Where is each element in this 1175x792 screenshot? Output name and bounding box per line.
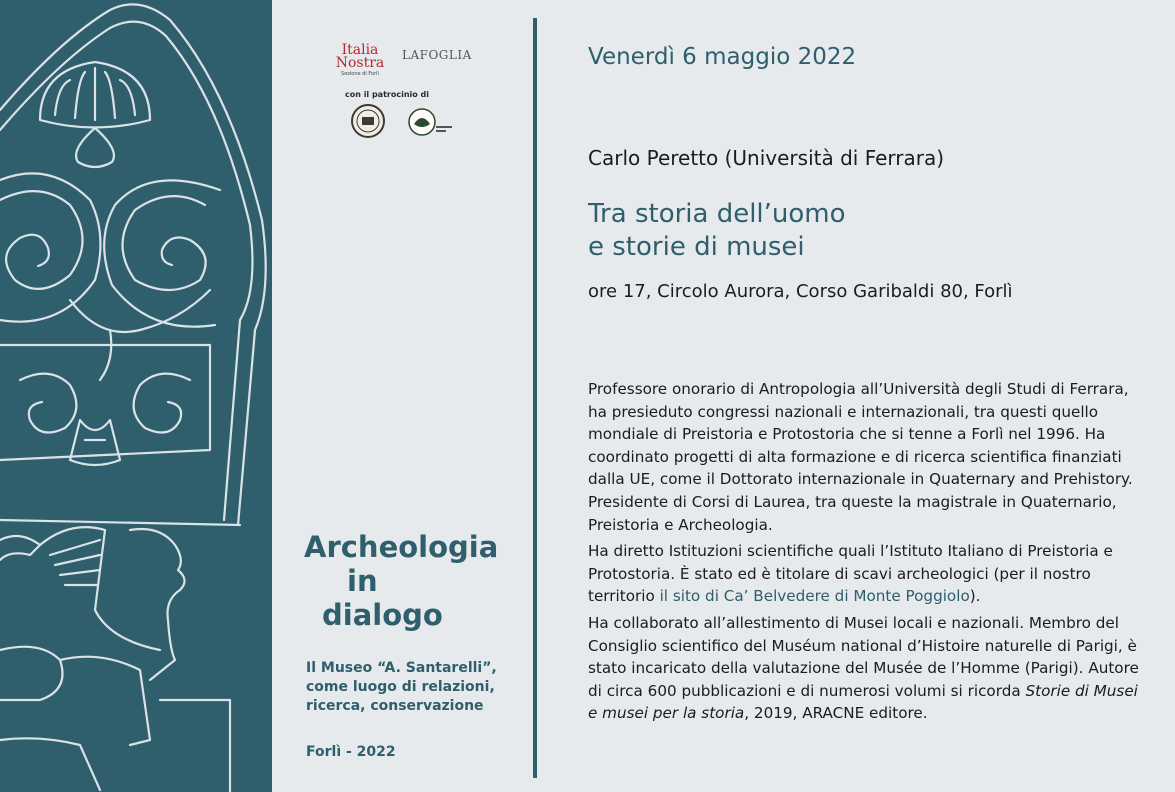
logo-area [272,40,534,150]
italia-nostra-line2: Nostra [335,55,385,71]
series-subtitle: Il Museo “A. Santarelli”, come luogo di relazioni, ricerca, conservazione [306,660,497,714]
italia-nostra-sub: Sezione di Forlì [341,71,379,77]
event-details [588,0,1158,792]
bio-paragraph-1: Professore onorario di Antropologia all’Università degli Studi di Ferrara, ha presieduto congressi nazionali e internazionali, tra questi quello mondiale di Preistoria e Protostoria che si tenne a Forlì nel 1996. Ha coordinato progetti di alta formazione e di ricerca scientifica finanziati dalla UE, come il Dottorato internazionale in Quaternary and Prehistory. Presidente di Corsi di Laurea, tra queste la magistrale in Quaternario, Preistoria e Archeologia. [588,380,1133,534]
event-venue: ore 17, Circolo Aurora, Corso Garibaldi 80, Forlì [588,281,1013,302]
patrocinio-label: con il patrocinio di [344,90,430,99]
italia-nostra-line1: Italia [341,42,379,58]
bio-p3-before: Ha collaborato all’allestimento di Musei locali e nazionali. Membro del Consiglio scientifico del Muséum national d’Histoire naturelle di Parigi, è stato incaricato della valutazione del Musée de l’Homme (Parigi). Autore di circa 600 pubblicazioni e di numerosi volumi si ricorda [588,613,1139,700]
bio-p3-after: , 2019, ARACNE editore. [744,704,928,723]
stele-line-drawing [0,0,272,792]
speaker-bio [588,378,1148,729]
bio-paragraph-3 [588,612,1148,725]
series-title-line1: Archeologia [304,530,499,564]
bio-p2-before: Ha diretto Istituzioni scientifiche quali l’Istituto Italiano di Preistoria e Protostoria. È stato ed è titolare di scavi archeologici (per il nostro territorio [588,542,1113,606]
talk-title-line2: e storie di musei [588,232,805,262]
series-title-line3: dialogo [322,598,443,632]
lafoglia-logo [402,48,472,62]
bio-p2-after: ). [969,587,981,606]
series-title [304,530,498,632]
lafoglia-text: LAFOGLIA [402,48,472,62]
talk-title-line1: Tra storia dell’uomo [588,199,846,229]
italia-nostra-logo [330,44,390,78]
place-year: Forlì - 2022 [306,744,396,760]
book-title: Storie di Musei e musei per la storia [588,681,1138,723]
vertical-divider [533,18,537,778]
monte-poggiolo-link[interactable]: il sito di Ca’ Belvedere di Monte Poggiolo [659,587,970,606]
bio-paragraph-2 [588,540,1148,608]
university-seal-icon [351,104,385,138]
talk-title [588,198,846,264]
speaker-name: Carlo Peretto (Università di Ferrara) [588,146,945,170]
event-date: Venerdì 6 maggio 2022 [588,44,857,70]
municipal-seal-icon [408,106,456,138]
decorative-stele-panel [0,0,272,792]
series-title-line2: in [347,564,378,598]
middle-column [272,0,534,792]
